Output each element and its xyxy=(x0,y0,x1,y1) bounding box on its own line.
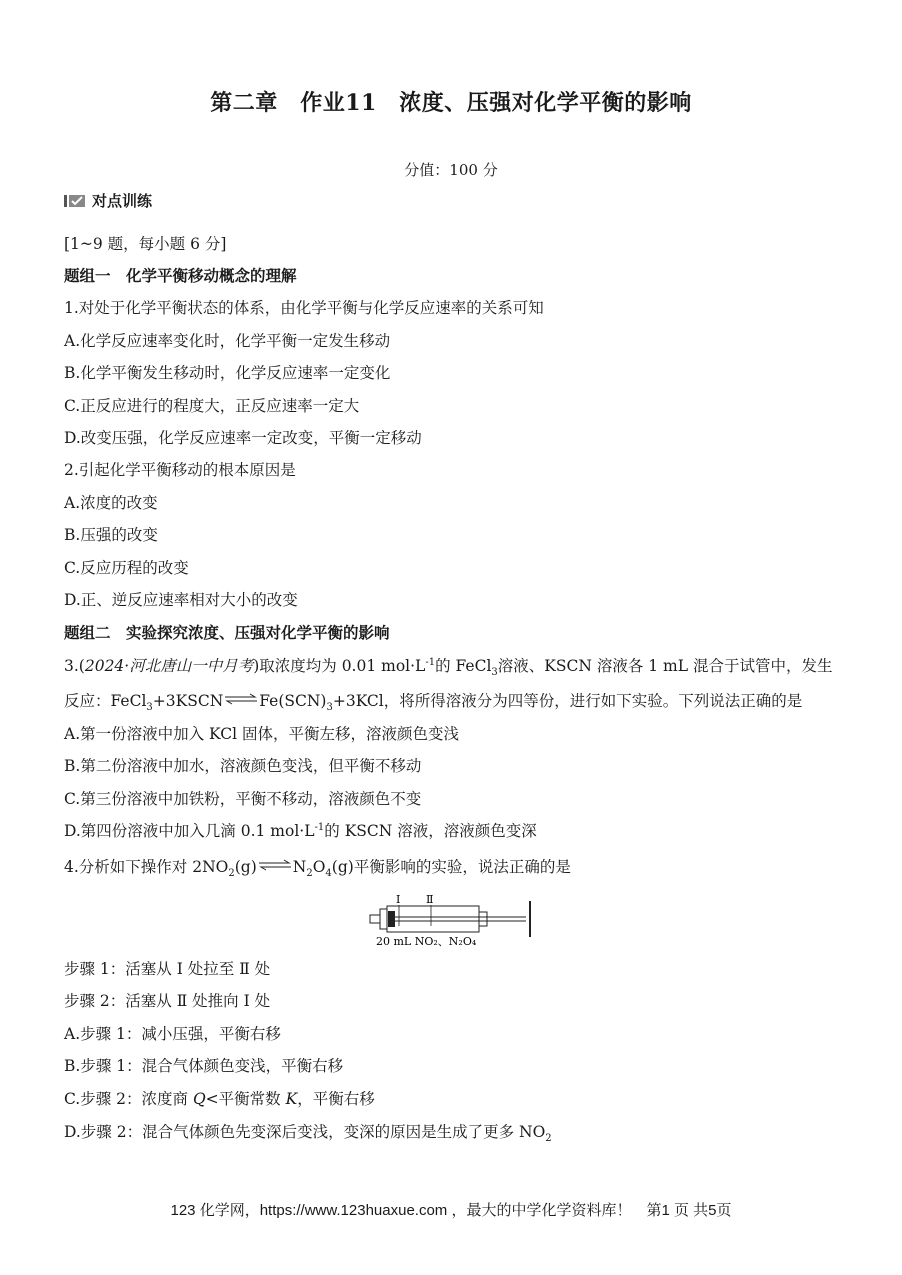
q2-option-d: D.正、逆反应速率相对大小的改变 xyxy=(64,591,298,609)
q4-stem: 4.分析如下操作对 $2NO_2(g)$ $N_2O_4(g)$平衡影响的实验，说法正确的是 xyxy=(64,858,571,880)
page-footer: 123 化学网，https://www.123huaxue.com ，最大的中学化学资料库！ 第1 页 共5页 xyxy=(170,1202,732,1219)
syringe-barrel xyxy=(387,906,479,932)
q4-option-b: B.步骤 1：混合气体颜色变浅，平衡右移 xyxy=(64,1057,344,1075)
syringe-plunger-head xyxy=(388,911,395,927)
syringe-caption: 20 mL NO₂、N₂O₄ xyxy=(376,935,477,948)
q3-option-b: B.第二份溶液中加水，溶液颜色变浅，但平衡不移动 xyxy=(64,757,422,775)
q3-source: 2024·河北唐山一中月考 xyxy=(84,657,254,675)
q2-option-b: B.压强的改变 xyxy=(64,526,158,544)
q1-option-c: C.正反应进行的程度大，正反应速率一定大 xyxy=(64,397,360,415)
q1-option-d: D.改变压强，化学反应速率一定改变，平衡一定移动 xyxy=(64,429,422,447)
q2-option-c: C.反应历程的改变 xyxy=(64,559,189,577)
page-title: 第二章 作业11 浓度、压强对化学平衡的影响 xyxy=(210,90,692,116)
group-1-heading: 题组一 化学平衡移动概念的理解 xyxy=(64,266,297,285)
checklist-icon xyxy=(64,194,86,208)
q4-option-c: C.步骤 2：浓度商 Q<平衡常数 K，平衡右移 xyxy=(64,1090,375,1108)
q3-option-c: C.第三份溶液中加铁粉，平衡不移动，溶液颜色不变 xyxy=(64,790,422,808)
q4-step-2: 步骤 2：活塞从 Ⅱ 处推向 Ⅰ 处 xyxy=(64,992,271,1010)
q3-stem: 3.(2024·河北唐山一中月考)取浓度均为 0.01 $mol\cdot L^{-1}$的 FeCl$_3$溶液、KSCN 溶液各 1 mL 混合于试管中，发生 xyxy=(64,656,833,679)
q2-stem: 2.引起化学平衡移动的根本原因是 xyxy=(64,461,296,479)
syringe-tip xyxy=(370,915,380,923)
q4-step-1: 步骤 1：活塞从 Ⅰ 处拉至 Ⅱ 处 xyxy=(64,960,271,978)
q1-option-a: A.化学反应速率变化时，化学平衡一定发生移动 xyxy=(64,332,391,350)
score-label: 分值：100 分 xyxy=(404,161,498,179)
q3-option-a: A.第一份溶液中加入 KCl 固体，平衡左移，溶液颜色变浅 xyxy=(64,725,459,743)
q4-option-a: A.步骤 1：减小压强，平衡右移 xyxy=(64,1025,281,1043)
section-title: 对点训练 xyxy=(92,192,153,210)
equilibrium-arrow-icon xyxy=(224,693,258,705)
syringe-diagram xyxy=(366,893,538,949)
section-heading xyxy=(64,190,152,211)
score-note: [1~9 题，每小题 6 分] xyxy=(64,235,227,253)
syringe-label-ii: Ⅱ xyxy=(426,893,434,906)
syringe-label-i: Ⅰ xyxy=(396,893,401,906)
q1-option-b: B.化学平衡发生移动时，化学反应速率一定变化 xyxy=(64,364,391,382)
equilibrium-arrow-icon xyxy=(258,859,292,871)
group-2-heading: 题组二 实验探究浓度、压强对化学平衡的影响 xyxy=(64,623,390,642)
q4-option-d: D.步骤 2：混合气体颜色先变深后变浅，变深的原因是生成了更多 $NO_2$ xyxy=(64,1123,552,1145)
q2-option-a: A.浓度的改变 xyxy=(64,494,158,512)
q3-option-d: D.第四份溶液中加入几滴 0.1 $mol\cdot L^{-1}$的 KSCN 溶液，溶液颜色变深 xyxy=(64,821,537,840)
q3-reaction-line: 反应：FeCl$_3$+3KSCN $Fe(SCN)_3+3KCl$，将所得溶液分为四等份，进行如下实验。下列说法正确的是 xyxy=(64,692,803,714)
q1-stem: 1.对处于化学平衡状态的体系，由化学平衡与化学反应速率的关系可知 xyxy=(64,299,544,317)
